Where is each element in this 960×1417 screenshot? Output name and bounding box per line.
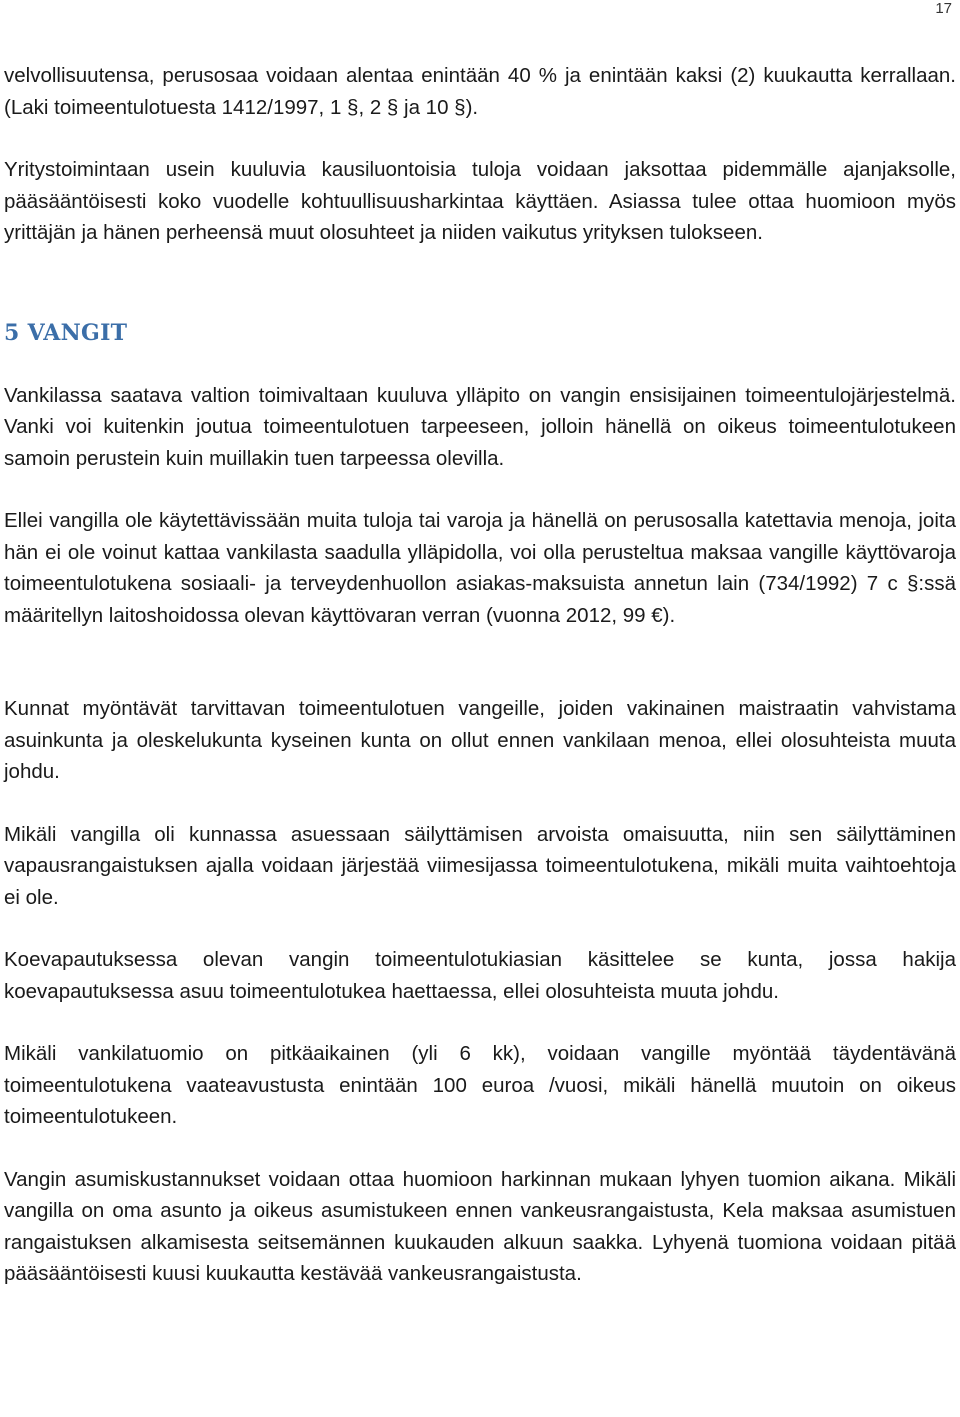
document-body	[4, 60, 956, 1290]
paragraph-prisoners-4: Mikäli vangilla oli kunnassa asuessaan säilyttämisen arvoista omaisuutta, niin sen säilyttäminen vapausrangaistuksen ajalla voidaan järjestää viimesijassa toimeentulotukena, mikäli muita vaihtoehtoja ei ole.	[4, 822, 956, 909]
paragraph-prisoners-7: Vangin asumiskustannukset voidaan ottaa huomioon harkinnan mukaan lyhyen tuomion aikana. Mikäli vangilla on oma asunto ja oikeus asumistukeen ennen vankeusrangaistusta, Kela maksaa asumistuen rangaistuksen alkamisesta seitsemännen kuukauden alkuun saakka. Lyhyenä tuomiona voidaan pitää pääsääntöisesti kuusi kuukautta kestävää vankeusrangaistusta.	[4, 1167, 956, 1285]
paragraph-prisoners-3: Kunnat myöntävät tarvittavan toimeentulotuen vangeille, joiden vakinainen maistraatin vahvistama asuinkunta ja oleskelukunta kyseinen kunta on ollut ennen vankilaan menoa, ellei olosuhteista muuta johdu.	[4, 697, 956, 783]
paragraph-prisoners-6: Mikäli vankilatuomio on pitkäaikainen (yli 6 kk), voidaan vangille myöntää täydentävänä toimeentulotukena vaateavustusta enintään 100 euroa /vuosi, mikäli hänellä muutoin on oikeus toimeentulotukeen.	[4, 1042, 956, 1128]
paragraph-intro-2: Yritystoimintaan usein kuuluvia kausiluontoisia tuloja voidaan jaksottaa pidemmälle ajanjaksolle, pääsääntöisesti koko vuodelle kohtuullisuusharkintaa käyttäen. Asiassa tulee ottaa huomioon myös yrittäjän ja hänen perheensä muut olosuhteet ja niiden vaikutus yrityksen tulokseen.	[4, 158, 956, 244]
page-number: 17	[935, 0, 952, 17]
paragraph-intro-1: velvollisuutensa, perusosaa voidaan alentaa enintään 40 % ja enintään kaksi (2) kuukautta kerrallaan. (Laki toimeentulotuesta 1412/1997, 1 §, 2 § ja 10 §).	[4, 64, 956, 119]
paragraph-prisoners-1: Vankilassa saatava valtion toimivaltaan kuuluva ylläpito on vangin ensisijainen toimeentulojärjestelmä. Vanki voi kuitenkin joutua toimeentulotuen tarpeeseen, jolloin hänellä on oikeus toimeentulotukeen samoin perustein kuin muillakin tuen tarpeessa olevilla.	[4, 383, 956, 470]
section-heading: 5 VANGIT	[4, 319, 128, 346]
paragraph-prisoners-5: Koevapautuksessa olevan vangin toimeentulotukiasian käsittelee se kunta, jossa hakija koevapautuksessa asuu toimeentulotukea haettaessa, ellei olosuhteista muuta johdu.	[4, 948, 956, 1003]
paragraph-prisoners-2: Ellei vangilla ole käytettävissään muita tuloja tai varoja ja hänellä on perusosalla katettavia menoja, joita hän ei ole voinut kattaa vankilasta saadulla ylläpidolla, voi olla perusteltua maksaa vangille käyttövaroja toimeentulotukena sosiaali- ja terveydenhuollon asiakas-maksuista annetun lain (734/1992) 7 c §:ssä määritellyn laitoshoidossa olevan käyttövaran verran (vuonna 2012, 99 €).	[4, 509, 956, 627]
